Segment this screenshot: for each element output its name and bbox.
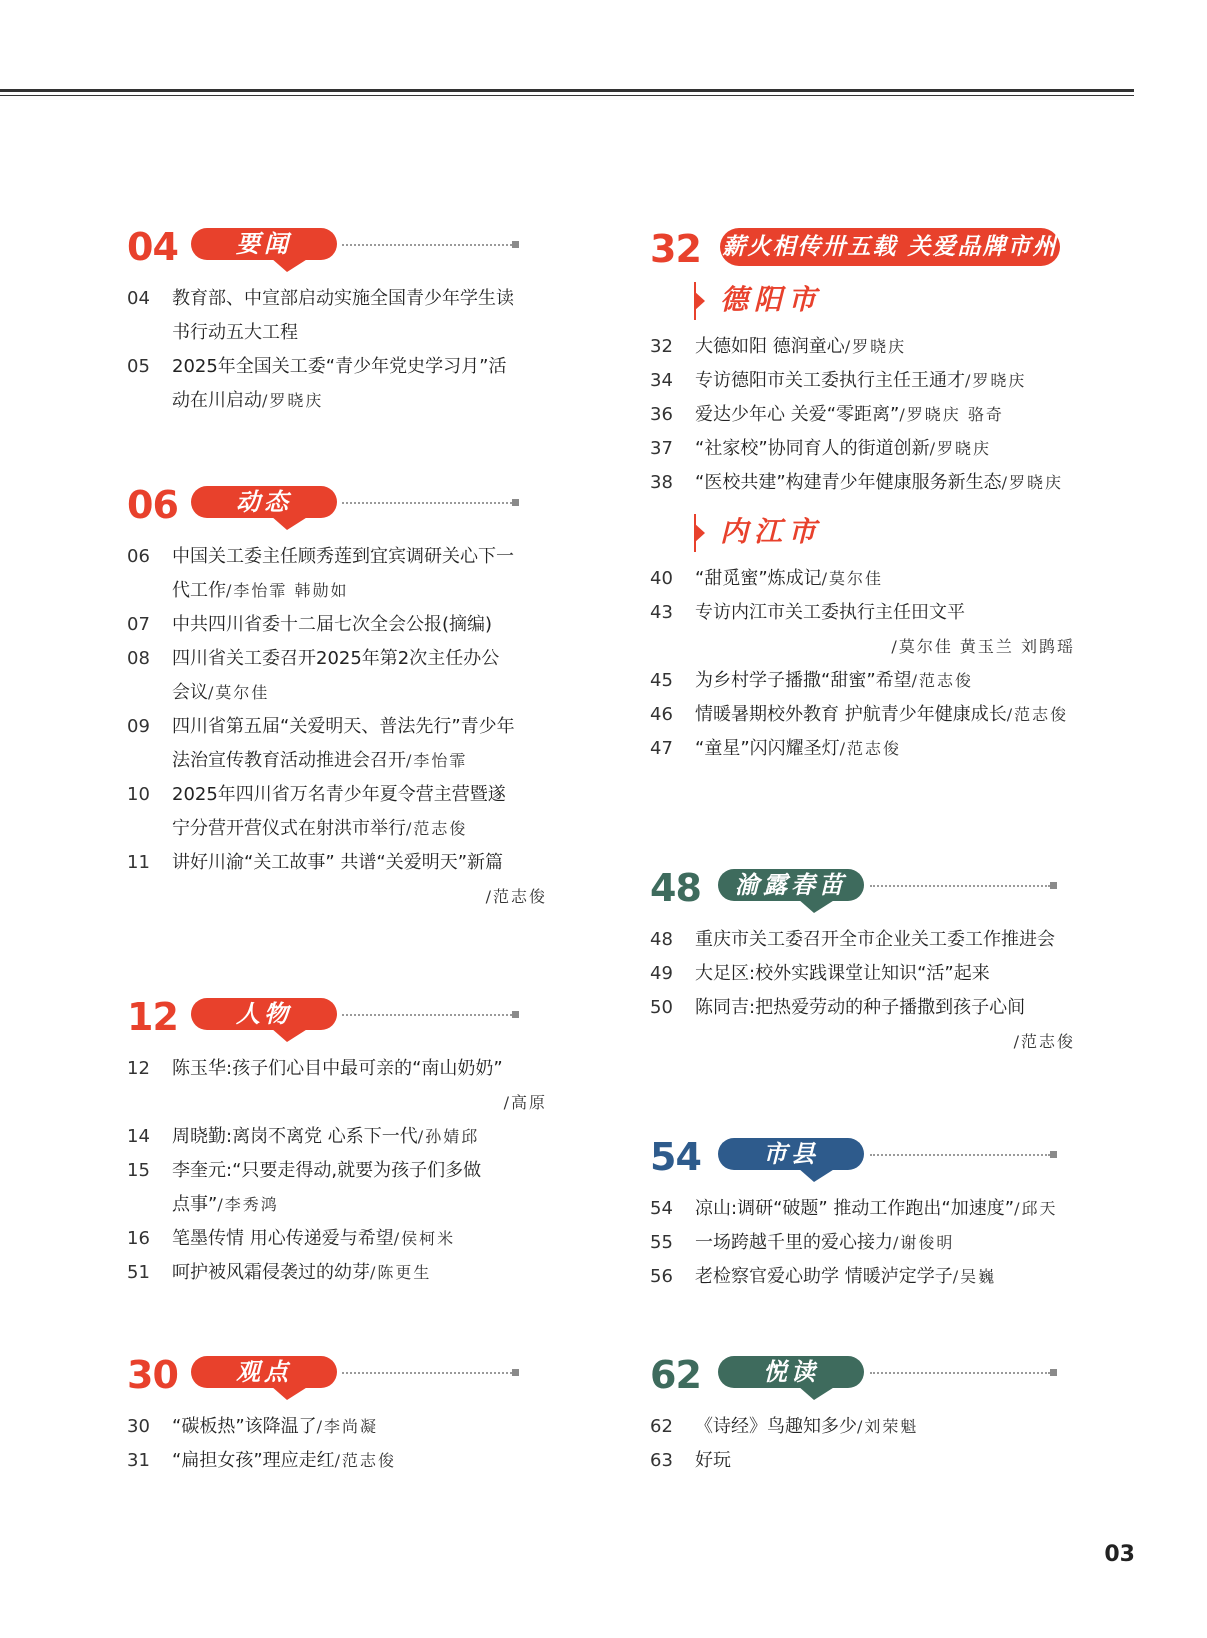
entry-title: “医校共建”构建青少年健康服务新生态 bbox=[695, 472, 1002, 493]
section-tag: 薪火相传卅五载 关爱品牌市州行 bbox=[720, 228, 1060, 266]
section-dongtai bbox=[127, 480, 547, 914]
section-number: 30 bbox=[127, 1353, 178, 1397]
top-rule-thin bbox=[0, 95, 1134, 96]
entry-title: 法治宣传教育活动推进会召开 bbox=[172, 750, 406, 771]
entry-title: 《诗经》鸟趣知多少 bbox=[695, 1416, 857, 1437]
tag-tail bbox=[798, 1386, 836, 1400]
section-tag: 渝露春苗 bbox=[718, 869, 864, 901]
entry-title: 四川省第五届“关爱明天、普法先行”青少年 bbox=[172, 716, 515, 737]
page-ref: 05 bbox=[127, 356, 150, 377]
subsection-arrow-icon bbox=[694, 291, 705, 311]
entry-author: /范志俊 bbox=[1006, 705, 1069, 724]
entry-title: 一场跨越千里的爱心接力 bbox=[695, 1232, 893, 1253]
end-square bbox=[1050, 1151, 1057, 1158]
toc-entry[interactable] bbox=[650, 664, 1090, 698]
dotted-line bbox=[342, 1372, 512, 1374]
toc-entry[interactable] bbox=[127, 540, 547, 608]
dotted-line bbox=[870, 1372, 1050, 1374]
section-renwu bbox=[127, 992, 547, 1290]
entry-title: 爱达少年心 关爱“零距离” bbox=[695, 404, 900, 425]
entry-title: 点事” bbox=[172, 1194, 218, 1215]
toc-entry[interactable] bbox=[127, 1444, 547, 1478]
toc-entry[interactable] bbox=[650, 991, 1090, 1059]
section-number: 48 bbox=[650, 866, 701, 910]
toc-entry[interactable] bbox=[650, 698, 1090, 732]
entry-title: 书行动五大工程 bbox=[172, 322, 298, 343]
entry-title: “碳板热”该降温了 bbox=[172, 1416, 317, 1437]
page-ref: 36 bbox=[650, 404, 673, 425]
entry-author: /李怡霏 bbox=[406, 751, 468, 770]
entry-title: 周晓勤:离岗不离党 心系下一代 bbox=[172, 1126, 418, 1147]
section-shixian bbox=[650, 1132, 1090, 1294]
dotted-line bbox=[342, 244, 512, 246]
entry-author: /李尚凝 bbox=[316, 1417, 379, 1436]
page-ref: 11 bbox=[127, 852, 150, 873]
entry-author: /罗晓庆 bbox=[965, 371, 1027, 390]
entry-title: 2025年全国关工委“青少年党史学习月”活 bbox=[172, 356, 507, 377]
entry-title: 陈玉华:孩子们心目中最可亲的“南山奶奶” bbox=[172, 1058, 503, 1079]
page-ref: 07 bbox=[127, 614, 150, 635]
page-ref: 51 bbox=[127, 1262, 150, 1283]
entry-list bbox=[650, 562, 1090, 766]
entry-title: 讲好川渝“关工故事” 共谱“关爱明天”新篇 bbox=[172, 852, 504, 873]
page-ref: 47 bbox=[650, 738, 673, 759]
entry-author: /罗晓庆 bbox=[1001, 473, 1064, 492]
page-ref: 45 bbox=[650, 670, 673, 691]
toc-entry[interactable] bbox=[127, 1222, 547, 1256]
end-square bbox=[1050, 1369, 1057, 1376]
entry-author: /罗晓庆 骆奇 bbox=[899, 405, 1004, 424]
entry-author: /邱天 bbox=[1014, 1199, 1058, 1218]
entry-title: 呵护被风霜侵袭过的幼芽 bbox=[172, 1262, 370, 1283]
entry-list bbox=[650, 1192, 1090, 1294]
page-ref: 04 bbox=[127, 288, 150, 309]
entry-author: /陈更生 bbox=[370, 1263, 432, 1282]
entry-title: 中国关工委主任顾秀莲到宜宾调研关心下一 bbox=[172, 546, 514, 567]
section-yaowen bbox=[127, 222, 547, 418]
toc-entry[interactable] bbox=[650, 596, 1090, 664]
page-ref: 56 bbox=[650, 1266, 673, 1287]
entry-title: 代工作 bbox=[172, 580, 226, 601]
section-yulu bbox=[650, 863, 1090, 1059]
entry-author: /吴巍 bbox=[952, 1267, 997, 1286]
subsection-title: 德阳市 bbox=[720, 283, 823, 316]
end-square bbox=[512, 241, 519, 248]
section-header bbox=[650, 1132, 1090, 1182]
subsection-arrow-icon bbox=[694, 523, 705, 543]
section-yuedu bbox=[650, 1350, 1090, 1478]
toc-entry[interactable] bbox=[650, 398, 1090, 432]
section-header bbox=[650, 1350, 1090, 1400]
toc-entry[interactable] bbox=[127, 1410, 547, 1444]
toc-entry[interactable] bbox=[650, 923, 1090, 957]
tag-tail bbox=[271, 1386, 309, 1400]
entry-title: 会议 bbox=[172, 682, 208, 703]
entry-author: /莫尔佳 黄玉兰 刘鹍瑶 bbox=[891, 637, 1075, 656]
entry-author: /莫尔佳 bbox=[208, 683, 270, 702]
page-ref: 54 bbox=[650, 1198, 673, 1219]
page-number: 03 bbox=[1104, 1542, 1135, 1567]
page-ref: 32 bbox=[650, 336, 673, 357]
entry-title: “社家校”协同育人的街道创新 bbox=[695, 438, 930, 459]
toc-entry[interactable] bbox=[650, 1226, 1090, 1260]
entry-title: 教育部、中宣部启动实施全国青少年学生读 bbox=[172, 288, 514, 309]
section-header bbox=[127, 222, 547, 272]
toc-entry[interactable] bbox=[127, 710, 547, 778]
entry-list bbox=[650, 330, 1090, 500]
entry-author: /范志俊 bbox=[911, 671, 974, 690]
subsection-title: 内江市 bbox=[720, 515, 823, 548]
entry-author: /范志俊 bbox=[1013, 1032, 1075, 1051]
page-ref: 06 bbox=[127, 546, 150, 567]
toc-entry[interactable] bbox=[127, 778, 547, 846]
dotted-line bbox=[870, 1154, 1050, 1156]
entry-title: 大德如阳 德润童心 bbox=[695, 336, 845, 357]
entry-title: 2025年四川省万名青少年夏令营主营暨遂 bbox=[172, 784, 506, 805]
section-xinhuo bbox=[650, 224, 1090, 766]
toc-entry[interactable] bbox=[650, 732, 1090, 766]
entry-title: 中共四川省委十二届七次全会公报(摘编) bbox=[172, 614, 493, 635]
page-ref: 48 bbox=[650, 929, 673, 950]
entry-list bbox=[650, 923, 1090, 1059]
end-square bbox=[512, 499, 519, 506]
entry-author: /李怡霏 韩勋如 bbox=[226, 581, 349, 600]
entry-title: 动在川启动 bbox=[172, 390, 262, 411]
section-number: 32 bbox=[650, 227, 701, 271]
entry-title: “甜觅蜜”炼成记 bbox=[695, 568, 822, 589]
toc-entry[interactable] bbox=[650, 957, 1090, 991]
entry-title: 大足区:校外实践课堂让知识“活”起来 bbox=[695, 963, 990, 984]
toc-entry[interactable] bbox=[650, 364, 1090, 398]
page-ref: 50 bbox=[650, 997, 673, 1018]
end-square bbox=[512, 1011, 519, 1018]
entry-title: 专访德阳市关工委执行主任王通才 bbox=[695, 370, 965, 391]
section-tag: 市县 bbox=[718, 1138, 864, 1170]
subsection-neijiang bbox=[650, 510, 1090, 556]
entry-author: /莫尔佳 bbox=[821, 569, 884, 588]
toc-entry[interactable] bbox=[650, 1192, 1090, 1226]
page-ref: 55 bbox=[650, 1232, 673, 1253]
toc-entry[interactable] bbox=[650, 1410, 1090, 1444]
section-tag: 要闻 bbox=[191, 228, 337, 260]
section-header bbox=[127, 1350, 547, 1400]
page-ref: 10 bbox=[127, 784, 150, 805]
entry-author: /谢俊明 bbox=[893, 1233, 955, 1252]
toc-entry[interactable] bbox=[650, 466, 1090, 500]
page-ref: 49 bbox=[650, 963, 673, 984]
top-rule-thick bbox=[0, 89, 1134, 92]
section-number: 04 bbox=[127, 225, 178, 269]
section-number: 06 bbox=[127, 483, 178, 527]
subsection-deyang bbox=[650, 278, 1090, 324]
entry-title: “扁担女孩”理应走红 bbox=[172, 1450, 335, 1471]
dotted-line bbox=[870, 885, 1050, 887]
dotted-line bbox=[342, 1014, 512, 1016]
toc-entry[interactable] bbox=[127, 1052, 547, 1120]
toc-entry[interactable] bbox=[127, 642, 547, 710]
section-tag: 动态 bbox=[191, 486, 337, 518]
page-ref: 34 bbox=[650, 370, 673, 391]
section-header bbox=[650, 863, 1090, 913]
page-ref: 15 bbox=[127, 1160, 150, 1181]
entry-title: 为乡村学子播撒“甜蜜”希望 bbox=[695, 670, 912, 691]
toc-entry[interactable] bbox=[650, 1444, 1090, 1478]
entry-author: /侯柯米 bbox=[393, 1229, 456, 1248]
entry-author: /刘荣魁 bbox=[857, 1417, 919, 1436]
page-ref: 43 bbox=[650, 602, 673, 623]
section-tag: 悦读 bbox=[718, 1356, 864, 1388]
entry-title: “童星”闪闪耀圣灯 bbox=[695, 738, 840, 759]
section-tag: 观点 bbox=[191, 1356, 337, 1388]
page-ref: 16 bbox=[127, 1228, 150, 1249]
section-number: 54 bbox=[650, 1135, 701, 1179]
section-header bbox=[127, 992, 547, 1042]
section-number: 62 bbox=[650, 1353, 701, 1397]
entry-author: /范志俊 bbox=[839, 739, 902, 758]
toc-entry[interactable] bbox=[127, 1154, 547, 1222]
entry-list bbox=[650, 1410, 1090, 1478]
entry-title: 宁分营开营仪式在射洪市举行 bbox=[172, 818, 406, 839]
page-ref: 09 bbox=[127, 716, 150, 737]
entry-author: /范志俊 bbox=[406, 819, 468, 838]
toc-entry[interactable] bbox=[127, 350, 547, 418]
toc-entry[interactable] bbox=[650, 562, 1090, 596]
entry-author: /孙婧邱 bbox=[417, 1127, 480, 1146]
page-ref: 63 bbox=[650, 1450, 673, 1471]
entry-author: /范志俊 bbox=[334, 1451, 397, 1470]
page-ref: 08 bbox=[127, 648, 150, 669]
entry-list bbox=[127, 1052, 547, 1290]
end-square bbox=[1050, 882, 1057, 889]
entry-title: 凉山:调研“破题” 推动工作跑出“加速度” bbox=[695, 1198, 1015, 1219]
page-ref: 62 bbox=[650, 1416, 673, 1437]
toc-entry[interactable] bbox=[650, 1260, 1090, 1294]
end-square bbox=[512, 1369, 519, 1376]
entry-list bbox=[127, 1410, 547, 1478]
entry-title: 好玩 bbox=[695, 1450, 731, 1471]
section-number: 12 bbox=[127, 995, 178, 1039]
entry-title: 专访内江市关工委执行主任田文平 bbox=[695, 602, 965, 623]
toc-entry[interactable] bbox=[650, 330, 1090, 364]
toc-entry[interactable] bbox=[127, 1120, 547, 1154]
entry-title: 李奎元:“只要走得动,就要为孩子们多做 bbox=[172, 1160, 482, 1181]
entry-author: /罗晓庆 bbox=[844, 337, 907, 356]
section-guandian bbox=[127, 1350, 547, 1478]
toc-entry[interactable] bbox=[127, 1256, 547, 1290]
page-ref: 40 bbox=[650, 568, 673, 589]
entry-title: 笔墨传情 用心传递爱与希望 bbox=[172, 1228, 394, 1249]
entry-author: /李秀鸿 bbox=[217, 1195, 279, 1214]
entry-author: /罗晓庆 bbox=[929, 439, 992, 458]
entry-title: 四川省关工委召开2025年第2次主任办公 bbox=[172, 648, 500, 669]
page-ref: 12 bbox=[127, 1058, 150, 1079]
section-header bbox=[127, 480, 547, 530]
entry-list bbox=[127, 282, 547, 418]
page-ref: 46 bbox=[650, 704, 673, 725]
tag-tail bbox=[271, 258, 309, 272]
entry-title: 重庆市关工委召开全市企业关工委工作推进会 bbox=[695, 929, 1055, 950]
toc-entry[interactable] bbox=[127, 282, 547, 350]
entry-title: 陈同吉:把热爱劳动的种子播撒到孩子心间 bbox=[695, 997, 1026, 1018]
section-tag: 人物 bbox=[191, 998, 337, 1030]
dotted-line bbox=[342, 502, 512, 504]
section-header bbox=[650, 224, 1090, 298]
entry-author: /高原 bbox=[503, 1093, 547, 1112]
page-ref: 38 bbox=[650, 472, 673, 493]
tag-tail bbox=[271, 516, 309, 530]
entry-list bbox=[127, 540, 547, 914]
toc-entry[interactable] bbox=[127, 608, 547, 642]
entry-title: 老检察官爱心助学 情暖泸定学子 bbox=[695, 1266, 953, 1287]
toc-entry[interactable] bbox=[127, 846, 547, 914]
tag-tail bbox=[271, 1028, 309, 1042]
tag-tail bbox=[798, 1168, 836, 1182]
toc-entry[interactable] bbox=[650, 432, 1090, 466]
tag-tail bbox=[798, 899, 836, 913]
page-ref: 14 bbox=[127, 1126, 150, 1147]
page-ref: 30 bbox=[127, 1416, 150, 1437]
page-ref: 31 bbox=[127, 1450, 150, 1471]
entry-author: /罗晓庆 bbox=[262, 391, 324, 410]
page-ref: 37 bbox=[650, 438, 673, 459]
entry-title: 情暖暑期校外教育 护航青少年健康成长 bbox=[695, 704, 1007, 725]
entry-author: /范志俊 bbox=[485, 887, 547, 906]
